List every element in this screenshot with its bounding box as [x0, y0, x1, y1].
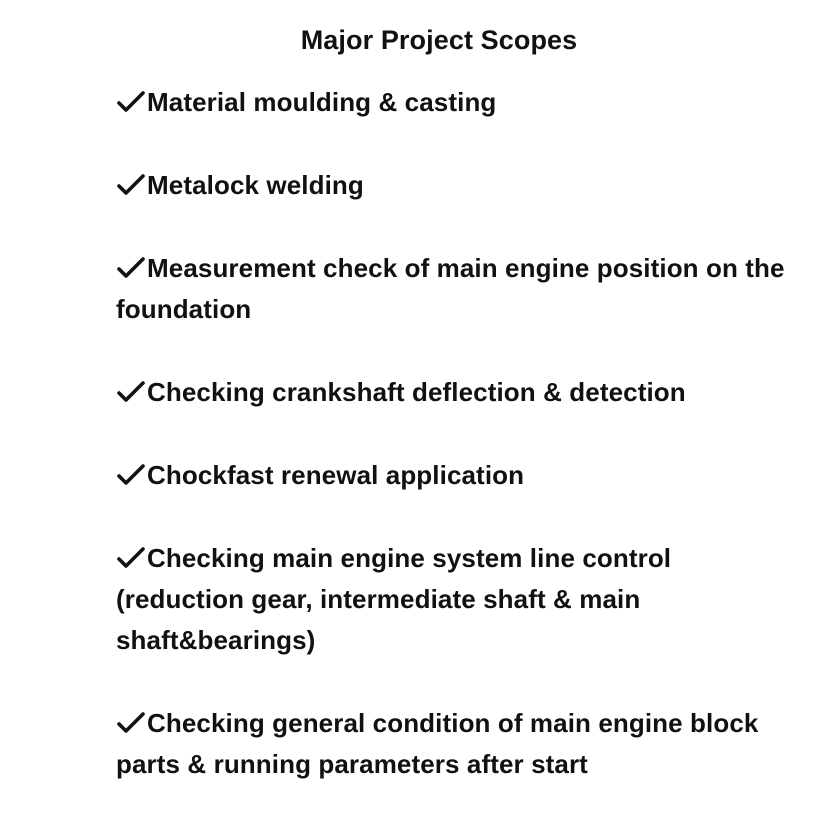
scope-item-text: Checking general condition of main engine — [147, 708, 683, 738]
scope-item-measurement-check — [116, 248, 806, 330]
scope-item-text-continued: (reduction gear, intermediate shaft & main shaft&bearings) — [116, 584, 641, 655]
check-mark-icon — [116, 547, 146, 569]
page-title: Major Project Scopes — [300, 25, 578, 55]
check-mark-icon — [116, 464, 146, 486]
check-mark-icon — [116, 381, 146, 403]
scope-item-crankshaft-deflection — [116, 372, 806, 413]
check-mark-icon — [116, 91, 146, 113]
scope-item-chockfast-renewal — [116, 455, 806, 496]
scope-item-text: Measurement check of main engine position — [147, 253, 699, 283]
scope-item-text: Chockfast renewal application — [147, 460, 525, 490]
check-mark-icon — [116, 174, 146, 196]
scope-item-text-continued: on the foundation — [116, 253, 785, 324]
scope-item-metalock-welding — [116, 165, 806, 206]
scope-item-text: Checking crankshaft deflection & detection — [147, 377, 686, 407]
check-mark-icon — [116, 257, 146, 279]
check-mark-icon — [116, 712, 146, 734]
scope-item-general-condition — [116, 703, 806, 785]
scope-item-text: Checking main engine system line control — [147, 543, 672, 573]
scope-item-system-line-control — [116, 538, 806, 661]
scope-item-material-moulding — [116, 82, 806, 123]
scope-item-text: Metalock welding — [147, 170, 364, 200]
scope-item-text: Material moulding & casting — [147, 87, 497, 117]
scope-item-text-continued: block parts & running parameters after start — [116, 708, 759, 779]
